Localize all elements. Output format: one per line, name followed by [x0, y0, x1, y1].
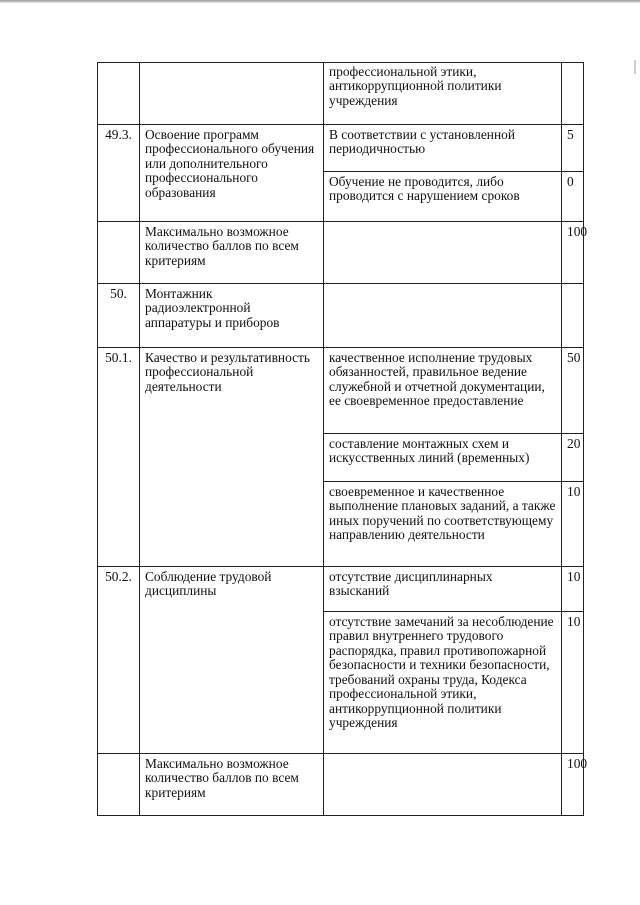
- table-row: [98, 348, 584, 434]
- table-row: [98, 754, 584, 816]
- scan-edge: [0, 0, 640, 3]
- indicator-cell: профессиональной этики, антикоррупционной политики учреждения: [324, 63, 562, 125]
- row-number: 50.: [98, 284, 140, 348]
- indicator-cell: [324, 754, 562, 816]
- indicator-cell: Обучение не проводится, либо проводится с нарушением сроков: [324, 172, 562, 222]
- table-row: [98, 567, 584, 612]
- indicator-cell: В соответствии с установленной периодичностью: [324, 125, 562, 172]
- points-cell: 20: [562, 434, 584, 482]
- indicator-cell: отсутствие дисциплинарных взысканий: [324, 567, 562, 612]
- points-cell: 100: [562, 754, 584, 816]
- points-cell: 5: [562, 125, 584, 172]
- points-cell: [562, 63, 584, 125]
- table-row: [98, 125, 584, 172]
- points-cell: 10: [562, 612, 584, 754]
- table-row: [98, 284, 584, 348]
- row-number: [98, 754, 140, 816]
- criteria-table: [97, 62, 588, 816]
- criterion-cell: Освоение программ профессионального обучения или дополнительного профессионального образования: [140, 125, 324, 222]
- points-cell: 10: [562, 482, 584, 567]
- criterion-cell: Максимально возможное количество баллов по всем критериям: [140, 222, 324, 284]
- points-cell: 100: [562, 222, 584, 284]
- row-number: [98, 222, 140, 284]
- table-row: [98, 222, 584, 284]
- indicator-cell: отсутствие замечаний за несоблюдение правил внутреннего трудового распорядка, правил противопожарной безопасности и техники безопасности, требований охраны труда, Кодекса профессиональной этики, антикоррупционной политики учреждения: [324, 612, 562, 754]
- indicator-cell: [324, 222, 562, 284]
- indicator-cell: качественное исполнение трудовых обязанностей, правильное ведение служебной и отчетной документации, ее своевременное предоставление: [324, 348, 562, 434]
- criterion-cell: Монтажник радиоэлектронной аппаратуры и приборов: [140, 284, 324, 348]
- points-cell: 50: [562, 348, 584, 434]
- indicator-cell: [324, 284, 562, 348]
- criterion-cell: Качество и результативность профессиональной деятельности: [140, 348, 324, 567]
- scan-mark: [634, 60, 636, 74]
- row-number: 50.1.: [98, 348, 140, 567]
- row-number: 50.2.: [98, 567, 140, 754]
- table-row: [98, 63, 584, 125]
- criterion-cell: Соблюдение трудовой дисциплины: [140, 567, 324, 754]
- criterion-cell: Максимально возможное количество баллов по всем критериям: [140, 754, 324, 816]
- row-number: [98, 63, 140, 125]
- indicator-cell: составление монтажных схем и искусственных линий (временных): [324, 434, 562, 482]
- points-cell: 10: [562, 567, 584, 612]
- row-number: 49.3.: [98, 125, 140, 222]
- indicator-cell: своевременное и качественное выполнение плановых заданий, а также иных поручений по соответствующему направлению деятельности: [324, 482, 562, 567]
- criterion-cell: [140, 63, 324, 125]
- points-cell: [562, 284, 584, 348]
- points-cell: 0: [562, 172, 584, 222]
